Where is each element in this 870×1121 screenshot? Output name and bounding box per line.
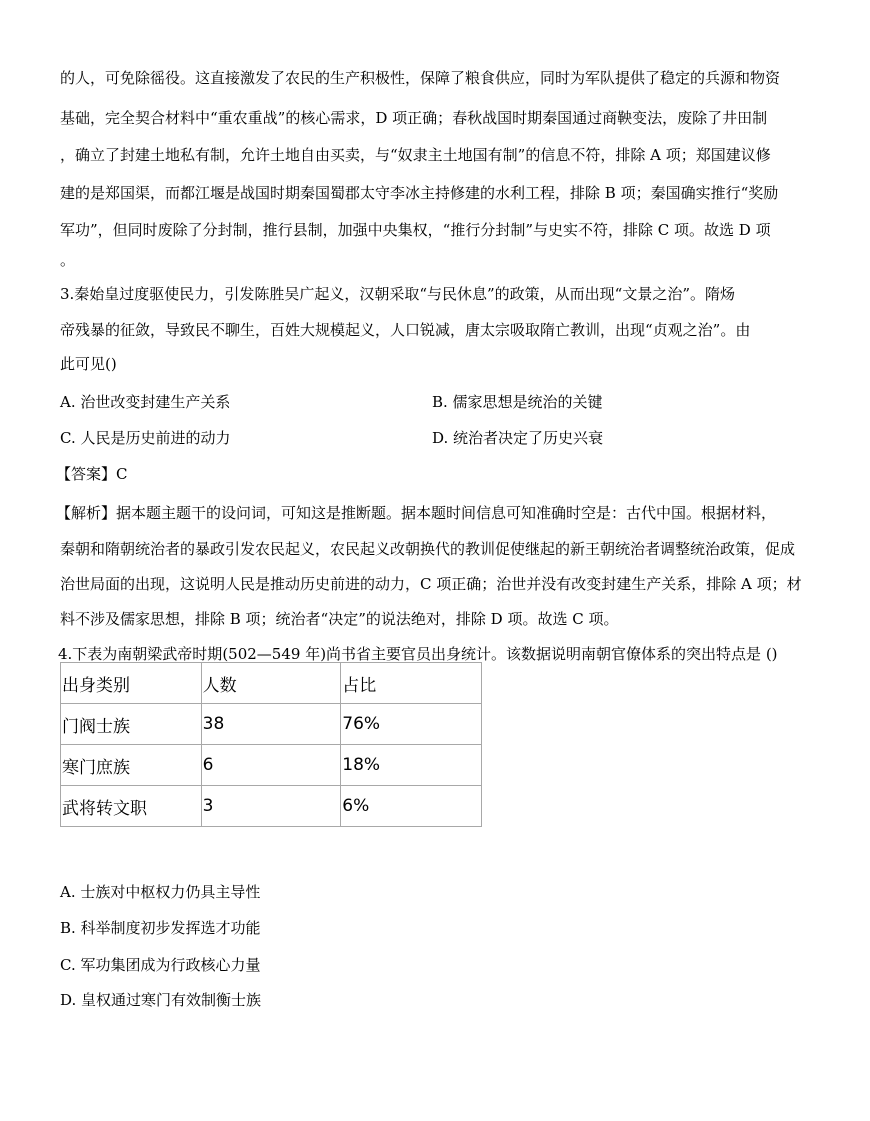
text-line: 的人，可免除徭役。这直接激发了农民的生产积极性，保障了粮食供应，同时为军队提供了稳定的兵源和物资 xyxy=(60,69,781,87)
statistics-table xyxy=(60,662,482,827)
table-cell: 门阀士族 xyxy=(61,704,202,745)
text-line: 军功”，但同时废除了分封制，推行县制，加强中央集权，“推行分封制”与史实不符，排除 C 项。故选 D 项 xyxy=(60,221,771,239)
question-3-stem: 3.秦始皇过度驱使民力，引发陈胜吴广起义，汉朝采取“与民休息”的政策，从而出现“文景之治”。隋炀 xyxy=(60,285,735,303)
option-d: D. 统治者决定了历史兴衰 xyxy=(432,429,604,447)
option-a: A. 士族对中枢权力仍具主导性 xyxy=(60,883,261,901)
table-header-cell: 出身类别 xyxy=(61,663,202,704)
table-row xyxy=(61,704,482,745)
table-cell: 寒门庶族 xyxy=(61,745,202,786)
table-cell: 3 xyxy=(201,786,341,827)
text-line: 建的是郑国渠，而都江堰是战国时期秦国蜀郡太守李冰主持修建的水利工程，排除 B 项；秦国确实推行“奖励 xyxy=(60,184,779,202)
analysis-text: 治世局面的出现，这说明人民是推动历史前进的动力，C 项正确；治世并没有改变封建生产关系，排除 A 项；材 xyxy=(60,575,802,593)
option-c: C. 军功集团成为行政核心力量 xyxy=(60,956,261,974)
table-header-cell: 人数 xyxy=(201,663,341,704)
text-line: 基础，完全契合材料中“重农重战”的核心需求，D 项正确；春秋战国时期秦国通过商鞅变法，废除了井田制 xyxy=(60,109,768,127)
analysis-text: 秦朝和隋朝统治者的暴政引发农民起义，农民起义改朝换代的教训促使继起的新王朝统治者调整统治政策，促成 xyxy=(60,540,796,558)
answer-label: 【答案】C xyxy=(56,465,128,483)
option-d: D. 皇权通过寒门有效制衡士族 xyxy=(60,991,262,1009)
option-c: C. 人民是历史前进的动力 xyxy=(60,429,231,447)
question-3-stem: 帝残暴的征敛，导致民不聊生，百姓大规模起义，人口锐减，唐太宗吸取隋亡教训，出现“贞观之治”。由 xyxy=(60,321,751,339)
analysis-text: 【解析】据本题主题干的设问词，可知这是推断题。据本题时间信息可知准确时空是：古代中国。根据材料， xyxy=(56,504,777,522)
table-cell: 18% xyxy=(341,745,482,786)
option-b: B. 科举制度初步发挥选才功能 xyxy=(60,919,261,937)
table-header-row xyxy=(61,663,482,704)
text-line: 。 xyxy=(60,251,76,269)
table-cell: 38 xyxy=(201,704,341,745)
table-cell: 6 xyxy=(201,745,341,786)
table-header-cell: 占比 xyxy=(341,663,482,704)
table-cell: 6% xyxy=(341,786,482,827)
option-a: A. 治世改变封建生产关系 xyxy=(60,393,231,411)
table-row xyxy=(61,745,482,786)
analysis-text: 料不涉及儒家思想，排除 B 项；统治者“决定”的说法绝对，排除 D 项。故选 C 项。 xyxy=(60,610,619,628)
table-cell: 武将转文职 xyxy=(61,786,202,827)
text-line: ，确立了封建土地私有制，允许土地自由买卖，与“奴隶主土地国有制”的信息不符，排除 A 项；郑国建议修 xyxy=(60,146,771,164)
table-cell: 76% xyxy=(341,704,482,745)
option-b: B. 儒家思想是统治的关键 xyxy=(432,393,603,411)
question-4-stem: 4.下表为南朝梁武帝时期(502—549 年)尚书省主要官员出身统计。该数据说明南朝官僚体系的突出特点是 () xyxy=(58,645,778,663)
question-3-stem: 此可见() xyxy=(60,355,117,373)
table-row xyxy=(61,786,482,827)
